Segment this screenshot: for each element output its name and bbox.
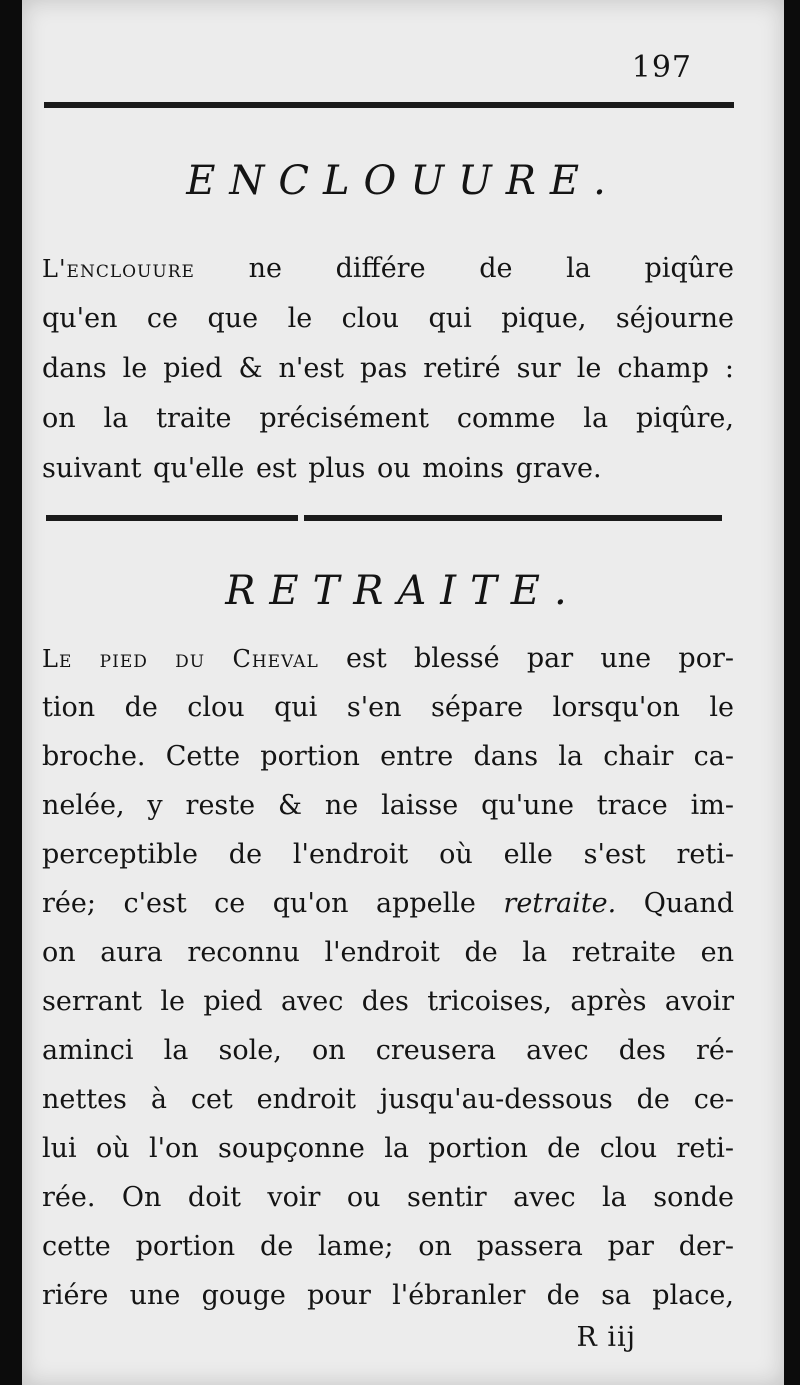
ornamental-rule-left: [46, 515, 298, 521]
book-page: [22, 0, 784, 1385]
ornamental-rule-top: [44, 102, 734, 108]
signature-mark: R iij: [576, 1322, 636, 1353]
text-line: nettes à cet endroit jusqu'au-dessous de ce-: [42, 1084, 734, 1115]
text-line: tion de clou qui s'en sépare lorsqu'on le: [42, 692, 734, 723]
text-line: suivant qu'elle est plus ou moins grave.: [42, 453, 602, 484]
text-line: cette portion de lame; on passera par der-: [42, 1231, 734, 1262]
text-line: dans le pied & n'est pas retiré sur le champ :: [42, 353, 734, 384]
ornamental-rule-right: [304, 515, 722, 521]
text-line: lui où l'on soupçonne la portion de clou reti-: [42, 1133, 734, 1164]
text-line: on aura reconnu l'endroit de la retraite en: [42, 937, 734, 968]
text-line: nelée, y reste & ne laisse qu'une trace im-: [42, 790, 734, 821]
section-retraite-text: [42, 634, 734, 1320]
lead-small-caps: L'enclouure: [42, 255, 195, 283]
text-line: riére une gouge pour l'ébranler de sa place,: [42, 1280, 734, 1311]
italic-term: retraite.: [503, 888, 617, 919]
text-line: qu'en ce que le clou qui pique, séjourne: [42, 303, 734, 334]
section-enclouure-text: [42, 244, 734, 494]
text-line: L'enclouure ne différe de la piqûre: [42, 253, 734, 284]
page-number: 197: [631, 50, 692, 85]
lead-small-caps: Le pied du Cheval: [42, 645, 319, 673]
text-line: perceptible de l'endroit où elle s'est reti-: [42, 839, 734, 870]
section-title-retraite: RETRAITE.: [225, 568, 581, 614]
text-line: on la traite précisément comme la piqûre,: [42, 403, 734, 434]
section-title-enclouure: ENCLOUURE.: [186, 158, 620, 204]
text-line: Le pied du Cheval est blessé par une por-: [42, 643, 734, 674]
text-line: serrant le pied avec des tricoises, après avoir: [42, 986, 734, 1017]
text-line: aminci la sole, on creusera avec des ré-: [42, 1035, 734, 1066]
text-line: rée. On doit voir ou sentir avec la sonde: [42, 1182, 734, 1213]
text-line: rée; c'est ce qu'on appelle retraite. Quand: [42, 888, 734, 919]
text-line: broche. Cette portion entre dans la chair ca-: [42, 741, 734, 772]
